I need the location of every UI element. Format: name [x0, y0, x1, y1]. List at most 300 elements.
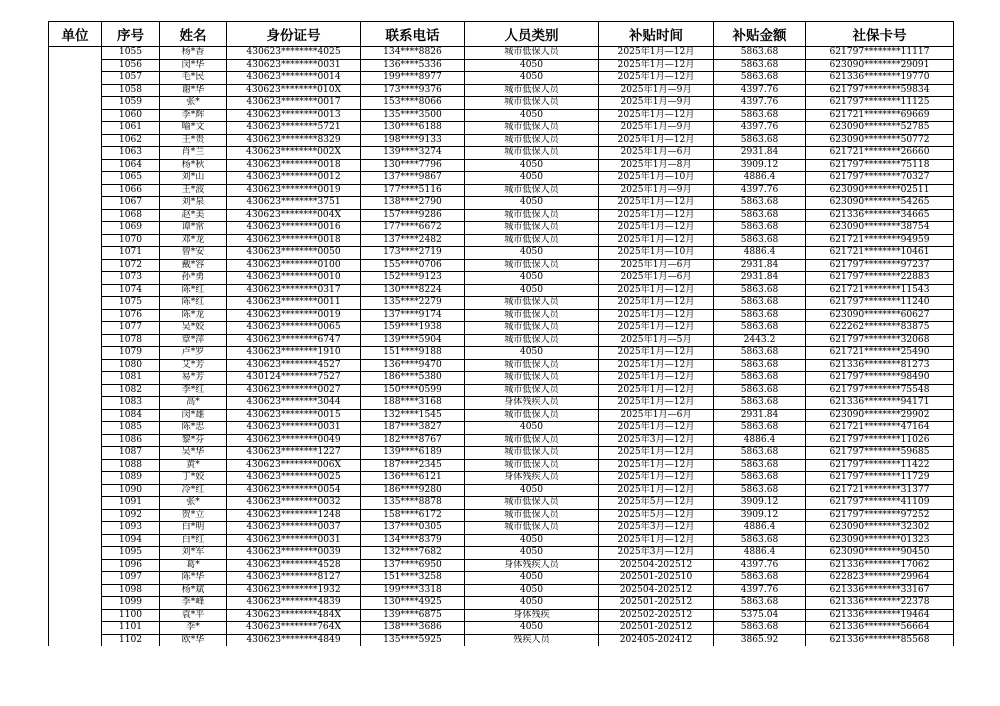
name-cell: 易*芳 [160, 372, 227, 385]
table-row [49, 147, 954, 160]
phone-cell: 155****0706 [361, 259, 465, 272]
amount-cell: 4886.4 [714, 172, 806, 185]
id-number-cell: 430623********4527 [227, 359, 361, 372]
period-cell: 202501-202512 [599, 622, 714, 635]
period-cell: 2025年1月—12月 [599, 284, 714, 297]
serial-cell: 1077 [102, 322, 160, 335]
id-number-cell: 430623********0031 [227, 422, 361, 435]
table-row [49, 372, 954, 385]
category-cell: 城市低保人员 [465, 497, 599, 510]
category-cell: 身体残疾 [465, 609, 599, 622]
name-cell: 艾*芳 [160, 359, 227, 372]
period-cell: 2025年1月—9月 [599, 84, 714, 97]
category-cell: 4050 [465, 109, 599, 122]
category-cell: 城市低保人员 [465, 434, 599, 447]
period-cell: 2025年3月—12月 [599, 434, 714, 447]
unit-cell [49, 372, 102, 385]
phone-cell: 134****8379 [361, 534, 465, 547]
amount-cell: 5863.68 [714, 447, 806, 460]
serial-cell: 1079 [102, 347, 160, 360]
category-cell: 城市低保人员 [465, 234, 599, 247]
category-cell: 4050 [465, 484, 599, 497]
period-cell: 2025年1月—6月 [599, 272, 714, 285]
amount-cell: 2443.2 [714, 334, 806, 347]
unit-cell [49, 609, 102, 622]
phone-cell: 132****1545 [361, 409, 465, 422]
id-number-cell: 430623********4025 [227, 47, 361, 60]
category-cell: 城市低保人员 [465, 209, 599, 222]
name-cell: 吴*姣 [160, 322, 227, 335]
table-row [49, 634, 954, 646]
card-number-cell: 621797********59685 [806, 447, 954, 460]
id-number-cell: 430623********0011 [227, 297, 361, 310]
period-cell: 2025年3月—12月 [599, 522, 714, 535]
card-number-cell: 621797********70327 [806, 172, 954, 185]
unit-cell [49, 397, 102, 410]
phone-cell: 158****6172 [361, 509, 465, 522]
table-row [49, 84, 954, 97]
phone-cell: 153****8066 [361, 97, 465, 110]
name-cell: 陈*华 [160, 572, 227, 585]
card-number-cell: 621797********11240 [806, 297, 954, 310]
table-row [49, 334, 954, 347]
name-cell: 白*红 [160, 534, 227, 547]
serial-cell: 1089 [102, 472, 160, 485]
id-number-cell: 430623********1910 [227, 347, 361, 360]
serial-cell: 1099 [102, 597, 160, 610]
name-cell: 黄* [160, 459, 227, 472]
card-number-cell: 622262********83875 [806, 322, 954, 335]
serial-cell: 1056 [102, 59, 160, 72]
period-cell: 2025年1月—9月 [599, 97, 714, 110]
category-cell: 城市低保人员 [465, 147, 599, 160]
phone-cell: 139****6189 [361, 447, 465, 460]
header-phone: 联系电话 [361, 22, 465, 47]
serial-cell: 1091 [102, 497, 160, 510]
unit-cell [49, 322, 102, 335]
amount-cell: 5863.68 [714, 359, 806, 372]
category-cell: 城市低保人员 [465, 134, 599, 147]
amount-cell: 5863.68 [714, 422, 806, 435]
id-number-cell: 430623********0016 [227, 222, 361, 235]
table-row [49, 584, 954, 597]
table-row [49, 184, 954, 197]
name-cell: 卢*罗 [160, 347, 227, 360]
name-cell: 李* [160, 622, 227, 635]
amount-cell: 2931.84 [714, 272, 806, 285]
card-number-cell: 623090********90450 [806, 547, 954, 560]
card-number-cell: 621797********97237 [806, 259, 954, 272]
period-cell: 2025年1月—12月 [599, 222, 714, 235]
phone-cell: 130****7796 [361, 159, 465, 172]
unit-cell [49, 459, 102, 472]
period-cell: 2025年1月—9月 [599, 122, 714, 135]
card-number-cell: 621336********34665 [806, 209, 954, 222]
name-cell: 袁*平 [160, 609, 227, 622]
serial-cell: 1055 [102, 47, 160, 60]
amount-cell: 5863.68 [714, 297, 806, 310]
card-number-cell: 623090********60627 [806, 309, 954, 322]
amount-cell: 3909.12 [714, 509, 806, 522]
phone-cell: 137****9867 [361, 172, 465, 185]
card-number-cell: 621336********94171 [806, 397, 954, 410]
unit-cell [49, 272, 102, 285]
card-number-cell: 621721********25490 [806, 347, 954, 360]
card-number-cell: 621721********10461 [806, 247, 954, 260]
period-cell: 2025年1月—12月 [599, 372, 714, 385]
table-row [49, 559, 954, 572]
table-row [49, 272, 954, 285]
period-cell: 2025年1月—12月 [599, 397, 714, 410]
category-cell: 4050 [465, 597, 599, 610]
table-row [49, 497, 954, 510]
unit-cell [49, 447, 102, 460]
table-row [49, 197, 954, 210]
amount-cell: 5863.68 [714, 372, 806, 385]
id-number-cell: 430623********0025 [227, 472, 361, 485]
category-cell: 身体残疾人员 [465, 559, 599, 572]
phone-cell: 139****5904 [361, 334, 465, 347]
name-cell: 刘*山 [160, 172, 227, 185]
header-id-number: 身份证号 [227, 22, 361, 47]
phone-cell: 136****5336 [361, 59, 465, 72]
card-number-cell: 623090********38754 [806, 222, 954, 235]
card-number-cell: 622823********29964 [806, 572, 954, 585]
serial-cell: 1102 [102, 634, 160, 646]
table-row [49, 222, 954, 235]
name-cell: 戴*容 [160, 259, 227, 272]
table-row [49, 209, 954, 222]
id-number-cell: 430623********0017 [227, 97, 361, 110]
name-cell: 黎*芬 [160, 434, 227, 447]
id-number-cell: 430623********0032 [227, 497, 361, 510]
period-cell: 2025年1月—8月 [599, 159, 714, 172]
id-number-cell: 430623********0012 [227, 172, 361, 185]
table-row [49, 384, 954, 397]
name-cell: 陈*龙 [160, 309, 227, 322]
name-cell: 张* [160, 97, 227, 110]
unit-cell [49, 497, 102, 510]
amount-cell: 5863.68 [714, 622, 806, 635]
amount-cell: 4397.76 [714, 97, 806, 110]
amount-cell: 5863.68 [714, 347, 806, 360]
table-row [49, 297, 954, 310]
amount-cell: 5863.68 [714, 472, 806, 485]
amount-cell: 3865.92 [714, 634, 806, 646]
unit-cell [49, 134, 102, 147]
name-cell: 贺*立 [160, 509, 227, 522]
amount-cell: 4397.76 [714, 184, 806, 197]
period-cell: 2025年1月—12月 [599, 422, 714, 435]
id-number-cell: 430623********4849 [227, 634, 361, 646]
unit-cell [49, 522, 102, 535]
name-cell: 王*贵 [160, 134, 227, 147]
serial-cell: 1093 [102, 522, 160, 535]
category-cell: 城市低保人员 [465, 522, 599, 535]
period-cell: 2025年1月—12月 [599, 472, 714, 485]
serial-cell: 1081 [102, 372, 160, 385]
amount-cell: 4397.76 [714, 559, 806, 572]
name-cell: 冷*红 [160, 484, 227, 497]
serial-cell: 1069 [102, 222, 160, 235]
amount-cell: 5863.68 [714, 597, 806, 610]
unit-cell [49, 584, 102, 597]
category-cell: 城市低保人员 [465, 309, 599, 322]
category-cell: 4050 [465, 272, 599, 285]
amount-cell: 5863.68 [714, 384, 806, 397]
serial-cell: 1094 [102, 534, 160, 547]
category-cell: 身体残疾人员 [465, 397, 599, 410]
unit-cell [49, 634, 102, 646]
serial-cell: 1085 [102, 422, 160, 435]
phone-cell: 151****3258 [361, 572, 465, 585]
card-number-cell: 621797********11125 [806, 97, 954, 110]
serial-cell: 1095 [102, 547, 160, 560]
table-body [49, 47, 954, 647]
phone-cell: 137****9174 [361, 309, 465, 322]
unit-cell [49, 409, 102, 422]
serial-cell: 1072 [102, 259, 160, 272]
amount-cell: 4886.4 [714, 247, 806, 260]
category-cell: 残疾人员 [465, 634, 599, 646]
amount-cell: 5863.68 [714, 222, 806, 235]
phone-cell: 138****3686 [361, 622, 465, 635]
phone-cell: 135****8878 [361, 497, 465, 510]
unit-cell [49, 509, 102, 522]
card-number-cell: 621797********11117 [806, 47, 954, 60]
category-cell: 4050 [465, 347, 599, 360]
category-cell: 4050 [465, 197, 599, 210]
table-row [49, 472, 954, 485]
category-cell: 城市低保人员 [465, 409, 599, 422]
period-cell: 202504-202512 [599, 559, 714, 572]
name-cell: 张* [160, 497, 227, 510]
id-number-cell: 430623********0031 [227, 59, 361, 72]
id-number-cell: 430623********1932 [227, 584, 361, 597]
unit-cell [49, 147, 102, 160]
period-cell: 2025年1月—12月 [599, 297, 714, 310]
period-cell: 2025年1月—12月 [599, 59, 714, 72]
period-cell: 2025年1月—12月 [599, 359, 714, 372]
card-number-cell: 621797********11729 [806, 472, 954, 485]
name-cell: 李*峰 [160, 597, 227, 610]
table-row [49, 172, 954, 185]
name-cell: 喻*文 [160, 122, 227, 135]
category-cell: 城市低保人员 [465, 322, 599, 335]
card-number-cell: 621797********22883 [806, 272, 954, 285]
phone-cell: 136****9470 [361, 359, 465, 372]
amount-cell: 5863.68 [714, 397, 806, 410]
unit-cell [49, 484, 102, 497]
phone-cell: 152****9123 [361, 272, 465, 285]
serial-cell: 1074 [102, 284, 160, 297]
unit-cell [49, 297, 102, 310]
name-cell: 陈*红 [160, 297, 227, 310]
card-number-cell: 623090********29091 [806, 59, 954, 72]
serial-cell: 1066 [102, 184, 160, 197]
amount-cell: 5863.68 [714, 197, 806, 210]
serial-cell: 1059 [102, 97, 160, 110]
header-unit: 单位 [49, 22, 102, 47]
phone-cell: 135****5925 [361, 634, 465, 646]
table-row [49, 609, 954, 622]
period-cell: 2025年1月—12月 [599, 447, 714, 460]
category-cell: 城市低保人员 [465, 122, 599, 135]
name-cell: 白*明 [160, 522, 227, 535]
phone-cell: 157****9286 [361, 209, 465, 222]
category-cell: 城市低保人员 [465, 97, 599, 110]
category-cell: 4050 [465, 622, 599, 635]
id-number-cell: 430623********4839 [227, 597, 361, 610]
period-cell: 2025年1月—10月 [599, 172, 714, 185]
unit-cell [49, 109, 102, 122]
table-row [49, 484, 954, 497]
serial-cell: 1070 [102, 234, 160, 247]
phone-cell: 177****5116 [361, 184, 465, 197]
phone-cell: 188****3168 [361, 397, 465, 410]
id-number-cell: 430623********006X [227, 459, 361, 472]
unit-cell [49, 347, 102, 360]
category-cell: 身体残疾人员 [465, 472, 599, 485]
serial-cell: 1068 [102, 209, 160, 222]
serial-cell: 1087 [102, 447, 160, 460]
amount-cell: 5863.68 [714, 59, 806, 72]
amount-cell: 4397.76 [714, 122, 806, 135]
name-cell: 邓*龙 [160, 234, 227, 247]
unit-cell [49, 309, 102, 322]
amount-cell: 2931.84 [714, 147, 806, 160]
name-cell: 覃*萍 [160, 334, 227, 347]
name-cell: 李*红 [160, 384, 227, 397]
phone-cell: 132****7682 [361, 547, 465, 560]
card-number-cell: 621797********11026 [806, 434, 954, 447]
phone-cell: 199****3318 [361, 584, 465, 597]
serial-cell: 1078 [102, 334, 160, 347]
name-cell: 杨*斌 [160, 584, 227, 597]
id-number-cell: 430623********1248 [227, 509, 361, 522]
category-cell: 城市低保人员 [465, 459, 599, 472]
serial-cell: 1083 [102, 397, 160, 410]
id-number-cell: 430623********0050 [227, 247, 361, 260]
header-serial: 序号 [102, 22, 160, 47]
period-cell: 2025年1月—6月 [599, 259, 714, 272]
name-cell: 葛* [160, 559, 227, 572]
id-number-cell: 430623********6747 [227, 334, 361, 347]
id-number-cell: 430623********0019 [227, 309, 361, 322]
period-cell: 2025年1月—12月 [599, 459, 714, 472]
serial-cell: 1063 [102, 147, 160, 160]
table-row [49, 122, 954, 135]
amount-cell: 5863.68 [714, 72, 806, 85]
id-number-cell: 430623********3044 [227, 397, 361, 410]
category-cell: 城市低保人员 [465, 509, 599, 522]
header-card-number: 社保卡号 [806, 22, 954, 47]
id-number-cell: 430623********0031 [227, 534, 361, 547]
phone-cell: 186****5380 [361, 372, 465, 385]
category-cell: 城市低保人员 [465, 222, 599, 235]
table-row [49, 434, 954, 447]
category-cell: 4050 [465, 72, 599, 85]
card-number-cell: 623090********54265 [806, 197, 954, 210]
unit-cell [49, 209, 102, 222]
table-row [49, 159, 954, 172]
period-cell: 2025年1月—12月 [599, 72, 714, 85]
phone-cell: 139****6875 [361, 609, 465, 622]
serial-cell: 1075 [102, 297, 160, 310]
category-cell: 城市低保人员 [465, 372, 599, 385]
card-number-cell: 621336********19770 [806, 72, 954, 85]
period-cell: 2025年1月—12月 [599, 134, 714, 147]
phone-cell: 173****2719 [361, 247, 465, 260]
category-cell: 城市低保人员 [465, 259, 599, 272]
unit-cell [49, 122, 102, 135]
card-number-cell: 621797********75548 [806, 384, 954, 397]
category-cell: 城市低保人员 [465, 384, 599, 397]
amount-cell: 5863.68 [714, 47, 806, 60]
period-cell: 2025年1月—12月 [599, 234, 714, 247]
period-cell: 202405-202412 [599, 634, 714, 646]
table-row [49, 622, 954, 635]
subsidy-table [48, 21, 954, 646]
phone-cell: 182****8767 [361, 434, 465, 447]
table-row [49, 247, 954, 260]
unit-cell [49, 47, 102, 60]
period-cell: 2025年1月—12月 [599, 484, 714, 497]
unit-cell [49, 334, 102, 347]
header-row [49, 22, 954, 47]
amount-cell: 5863.68 [714, 484, 806, 497]
unit-cell [49, 184, 102, 197]
phone-cell: 135****3500 [361, 109, 465, 122]
period-cell: 2025年3月—12月 [599, 547, 714, 560]
phone-cell: 186****9280 [361, 484, 465, 497]
category-cell: 城市低保人员 [465, 297, 599, 310]
unit-cell [49, 597, 102, 610]
phone-cell: 177****6672 [361, 222, 465, 235]
serial-cell: 1064 [102, 159, 160, 172]
card-number-cell: 621336********81273 [806, 359, 954, 372]
serial-cell: 1065 [102, 172, 160, 185]
unit-cell [49, 559, 102, 572]
period-cell: 2025年1月—12月 [599, 534, 714, 547]
category-cell: 城市低保人员 [465, 447, 599, 460]
phone-cell: 173****9376 [361, 84, 465, 97]
id-number-cell: 430623********0013 [227, 109, 361, 122]
unit-cell [49, 572, 102, 585]
amount-cell: 5863.68 [714, 309, 806, 322]
table-row [49, 72, 954, 85]
card-number-cell: 621721********69669 [806, 109, 954, 122]
unit-cell [49, 234, 102, 247]
card-number-cell: 621721********26660 [806, 147, 954, 160]
table-row [49, 309, 954, 322]
id-number-cell: 430623********0049 [227, 434, 361, 447]
card-number-cell: 621336********19464 [806, 609, 954, 622]
category-cell: 城市低保人员 [465, 47, 599, 60]
card-number-cell: 623090********02511 [806, 184, 954, 197]
id-number-cell: 430623********010X [227, 84, 361, 97]
period-cell: 2025年1月—12月 [599, 322, 714, 335]
id-number-cell: 430623********3751 [227, 197, 361, 210]
category-cell: 4050 [465, 572, 599, 585]
unit-cell [49, 434, 102, 447]
amount-cell: 5863.68 [714, 284, 806, 297]
phone-cell: 137****6950 [361, 559, 465, 572]
name-cell: 高* [160, 397, 227, 410]
serial-cell: 1088 [102, 459, 160, 472]
amount-cell: 5863.68 [714, 234, 806, 247]
phone-cell: 135****2279 [361, 297, 465, 310]
